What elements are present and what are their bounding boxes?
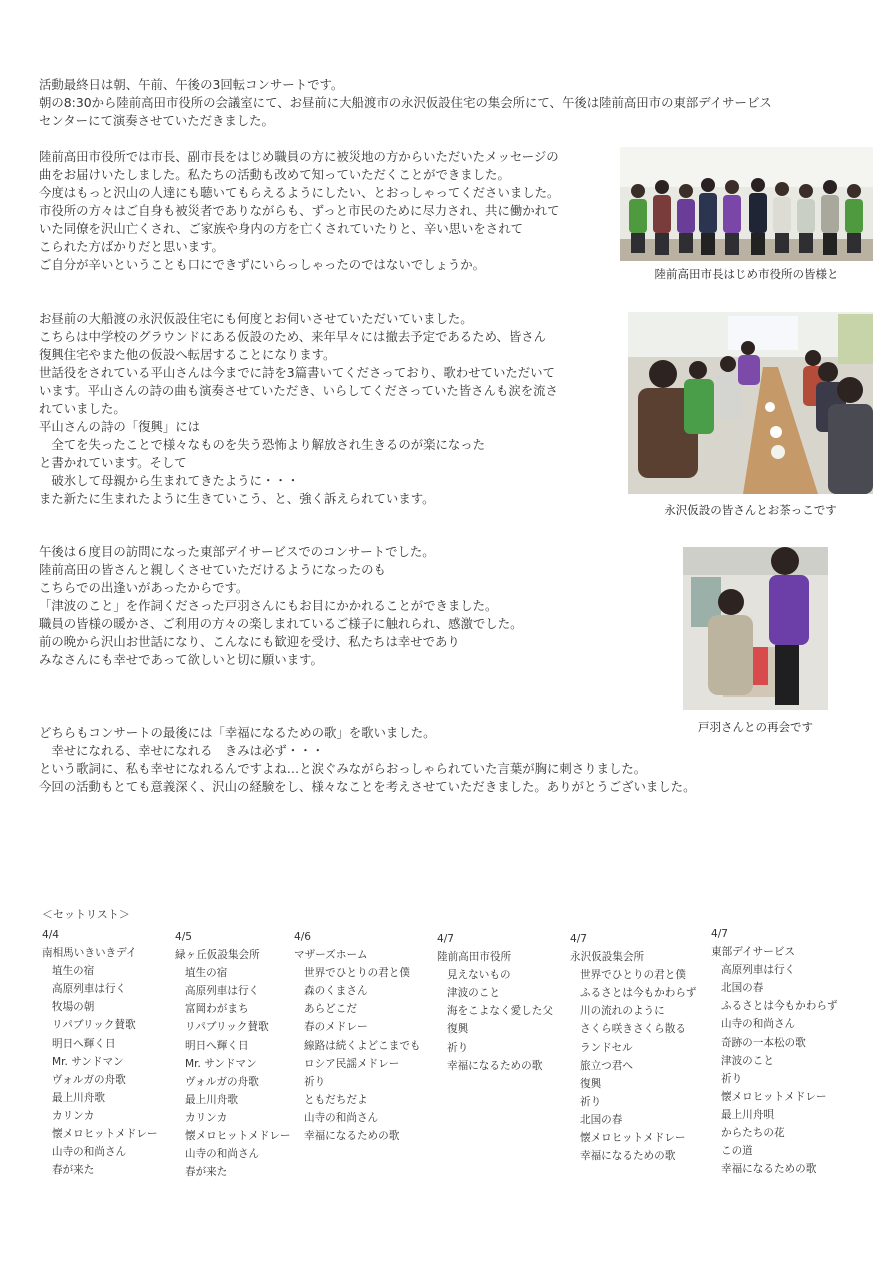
setlist-song: 祈り: [721, 1072, 743, 1085]
tobane-photo-caption: 戸羽さんとの再会です: [698, 720, 813, 734]
city-hall-paragraph: [39, 148, 559, 274]
setlist-song: 懐メロヒットメドレー: [721, 1090, 827, 1103]
setlist-column: [711, 925, 838, 1178]
setlist-song: 懐メロヒットメドレー: [52, 1128, 158, 1141]
setlist-song: ともだちだよ: [304, 1093, 368, 1106]
setlist-song: 復興: [447, 1023, 469, 1036]
setlist-song: あらどこだ: [304, 1003, 357, 1016]
setlist-song: ふるさとは今もかわらず: [580, 987, 697, 1000]
setlist-song: 埴生の宿: [52, 965, 95, 978]
nagasawa-line: お昼前の大船渡の永沢仮設住宅にも何度とお伺いさせていただいていました。: [39, 311, 473, 326]
setlist-song: 懐メロヒットメドレー: [580, 1132, 686, 1145]
setlist-song: 奇跡の一本松の歌: [721, 1036, 806, 1049]
setlist-song: 幸福になるための歌: [721, 1163, 817, 1176]
setlist-song: 世界でひとりの君と僕: [580, 969, 686, 982]
intro-line: 活動最終日は朝、午前、午後の3回転コンサートです。: [39, 77, 344, 92]
city-hall-line: ご自分が辛いということも口にできずにいらっしゃったのではないでしょうか。: [39, 257, 486, 272]
setlist-column: [294, 928, 421, 1145]
setlist-song: 祈り: [447, 1041, 469, 1054]
intro-paragraph: [39, 76, 772, 130]
setlist-column: [175, 928, 291, 1181]
city-hall-line: いた同僚を沢山亡くされ、ご家族や身内の方を亡くされていたりと、辛い思いをされて: [39, 221, 523, 236]
intro-line: 朝の8:30から陸前高田市役所の会議室にて、お昼前に大船渡市の永沢仮設住宅の集会所にて、午後は陸前高田市の東部デイサービス: [39, 95, 772, 110]
east-day-line: こちらでの出逢いがあったからです。: [39, 580, 249, 595]
setlist-song: 最上川舟唄: [721, 1108, 774, 1121]
east-day-line: 「津波のこと」を作詞くださった戸羽さんにもお目にかかれることができました。: [39, 598, 498, 613]
setlist-song: カリンカ: [185, 1111, 228, 1124]
setlist-song: からたちの花: [721, 1127, 785, 1140]
setlist-song: 見えないもの: [447, 969, 511, 982]
setlist-song: 高原列車は行く: [721, 964, 796, 977]
setlist-song: ふるさとは今もかわらず: [721, 1000, 838, 1013]
setlist-header: ＜セットリスト＞: [42, 908, 130, 921]
setlist-song: 最上川舟歌: [185, 1093, 238, 1106]
city-hall-line: 陸前高田市役所では市長、副市長をはじめ職員の方に被災地の方からいただいたメッセージの: [39, 149, 559, 164]
setlist-song: 海をこよなく愛した父: [447, 1005, 553, 1018]
nagasawa-photo-caption: 永沢仮設の皆さんとお茶っこです: [664, 503, 837, 517]
setlist-song: 高原列車は行く: [185, 985, 260, 998]
setlist-song: 津波のこと: [447, 987, 500, 1000]
setlist-song: カリンカ: [52, 1109, 95, 1122]
east-day-line: 職員の皆様の暖かさ、ご利用の方々の楽しまれているご様子に触れられ、感激でした。: [39, 616, 523, 631]
setlist-song: 高原列車は行く: [52, 983, 127, 996]
setlist-song: この道: [721, 1145, 753, 1158]
setlist-song: 山寺の和尚さん: [721, 1018, 796, 1031]
city-hall-line: 今度はもっと沢山の人達にも聴いてもらえるようにしたい、とおっしゃってくださいました。: [39, 185, 560, 200]
setlist-song: 森のくまさん: [304, 985, 368, 998]
nagasawa-paragraph: [39, 310, 558, 508]
setlist-song: 明日へ輝く日: [52, 1037, 116, 1050]
setlist-song: ヴォルガの舟歌: [52, 1073, 126, 1086]
tobane-reunion-photo: [683, 547, 828, 710]
setlist-song: 世界でひとりの君と僕: [304, 967, 410, 980]
setlist-song: Mr. サンドマン: [185, 1057, 257, 1070]
nagasawa-line: 平山さんの詩の「復興」には: [39, 419, 201, 434]
setlist-song: 幸福になるための歌: [447, 1059, 543, 1072]
setlist-venue: 永沢仮設集会所: [570, 951, 645, 964]
setlist-song: リパブリック賛歌: [185, 1021, 269, 1034]
setlist-venue: 南相馬いきいきデイ: [42, 947, 137, 960]
setlist-column: [437, 930, 553, 1075]
east-day-service-paragraph: [39, 543, 522, 669]
setlist-date: 4/7: [711, 928, 729, 940]
east-day-line: 午後は６度目の訪問になった東部デイサービスでのコンサートでした。: [39, 544, 435, 559]
setlist-column: [42, 926, 158, 1179]
nagasawa-line: こちらは中学校のグラウンドにある仮設のため、来年早々には撤去予定であるため、皆さん: [39, 329, 547, 344]
closing-line: どちらもコンサートの最後には「幸福になるための歌」を歌いました。: [39, 725, 436, 740]
setlist-date: 4/7: [570, 933, 588, 945]
setlist-song: 山寺の和尚さん: [185, 1148, 260, 1161]
nagasawa-line: います。平山さんの詩の曲も演奏させていただき、いらしてくださっていた皆さんも涙を流さ: [39, 383, 558, 398]
closing-paragraph: [39, 724, 695, 796]
setlist-venue: 東部デイサービス: [711, 946, 796, 959]
nagasawa-line: 全てを失ったことで様々なものを失う恐怖より解放され生きるのが楽になった: [39, 437, 486, 452]
setlist-song: 祈り: [580, 1095, 602, 1108]
setlist-song: 春のメドレー: [304, 1021, 368, 1034]
city-hall-line: 曲をお届けいたしました。私たちの活動も改めて知っていただくことができました。: [39, 167, 510, 182]
setlist-song: 幸福になるための歌: [580, 1150, 676, 1163]
setlist-song: 北国の春: [580, 1113, 623, 1126]
setlist-song: 津波のこと: [721, 1054, 774, 1067]
setlist-song: 川の流れのように: [580, 1005, 665, 1018]
nagasawa-line: 破氷して母親から生まれてきたように・・・: [39, 473, 300, 488]
setlist-venue: 緑ヶ丘仮設集会所: [175, 949, 260, 962]
setlist-date: 4/4: [42, 929, 60, 941]
closing-line: という歌詞に、私も幸せになれるんですよね…と涙ぐみながらおっしゃられていた言葉が胸に刺さりました。: [39, 761, 647, 776]
setlist-song: 山寺の和尚さん: [52, 1146, 127, 1159]
setlist-song: 北国の春: [721, 982, 764, 995]
setlist-song: 春が来た: [52, 1164, 95, 1177]
setlist-song: ヴォルガの舟歌: [185, 1075, 259, 1088]
setlist-date: 4/5: [175, 931, 193, 943]
city-hall-line: こられた方ばかりだと思います。: [39, 239, 224, 254]
setlist-song: 懐メロヒットメドレー: [185, 1130, 291, 1143]
setlist-song: 幸福になるための歌: [304, 1130, 400, 1143]
setlist-song: ロシア民謡メドレー: [304, 1057, 400, 1070]
setlist-song: Mr. サンドマン: [52, 1055, 124, 1068]
intro-line: センターにて演奏させていただきました。: [39, 113, 274, 128]
setlist-song: 明日へ輝く日: [185, 1039, 249, 1052]
setlist-song: ランドセル: [580, 1041, 633, 1054]
setlist-song: 最上川舟歌: [52, 1091, 105, 1104]
setlist-song: 春が来た: [185, 1166, 228, 1179]
east-day-line: みなさんにも幸せであって欲しいと切に願います。: [39, 652, 323, 667]
nagasawa-line: れていました。: [39, 401, 126, 416]
setlist-song: リパブリック賛歌: [52, 1019, 136, 1032]
setlist-date: 4/7: [437, 933, 455, 945]
setlist-song: 復興: [580, 1077, 602, 1090]
setlist-song: 山寺の和尚さん: [304, 1111, 379, 1124]
nagasawa-line: と書かれています。そして: [39, 455, 187, 470]
setlist-venue: 陸前高田市役所: [437, 951, 512, 964]
nagasawa-tea-photo: [628, 312, 873, 494]
setlist-column: [570, 930, 697, 1165]
setlist-song: 旅立つ君へ: [580, 1059, 633, 1072]
nagasawa-line: 世話役をされている平山さんは今までに詩を3篇書いてくださっており、歌わせていただいて: [39, 365, 555, 380]
city-hall-line: 市役所の方々はご自身も被災者でありながらも、ずっと市民のために尽力され、共に働かれて: [39, 203, 560, 218]
nagasawa-line: 復興住宅やまた他の仮設へ転居することになります。: [39, 347, 336, 362]
city-hall-photo-caption: 陸前高田市長はじめ市役所の皆様と: [654, 267, 839, 281]
closing-line: 今回の活動もとても意義深く、沢山の経験をし、様々なことを考えさせていただきました。ありがとうございました。: [39, 779, 696, 794]
city-hall-group-photo: [620, 147, 873, 261]
closing-line: 幸せになれる、幸せになれる きみは必ず・・・: [39, 743, 324, 758]
setlist-song: 富岡わがまち: [185, 1003, 249, 1016]
east-day-line: 前の晩から沢山お世話になり、こんなにも歓迎を受け、私たちは幸せであり: [39, 634, 460, 649]
east-day-line: 陸前高田の皆さんと親しくさせていただけるようになったのも: [39, 562, 386, 577]
setlist-song: 埴生の宿: [185, 967, 228, 980]
setlist-song: 線路は続くよどこまでも: [304, 1039, 421, 1052]
setlist-song: 牧場の朝: [52, 1001, 95, 1014]
nagasawa-line: また新たに生まれたように生きていこう、と、強く訴えられています。: [39, 491, 435, 506]
setlist-date: 4/6: [294, 931, 312, 943]
setlist-venue: マザーズホーム: [294, 949, 368, 962]
setlist-song: 祈り: [304, 1075, 326, 1088]
setlist-song: さくら咲きさくら散る: [580, 1023, 686, 1036]
